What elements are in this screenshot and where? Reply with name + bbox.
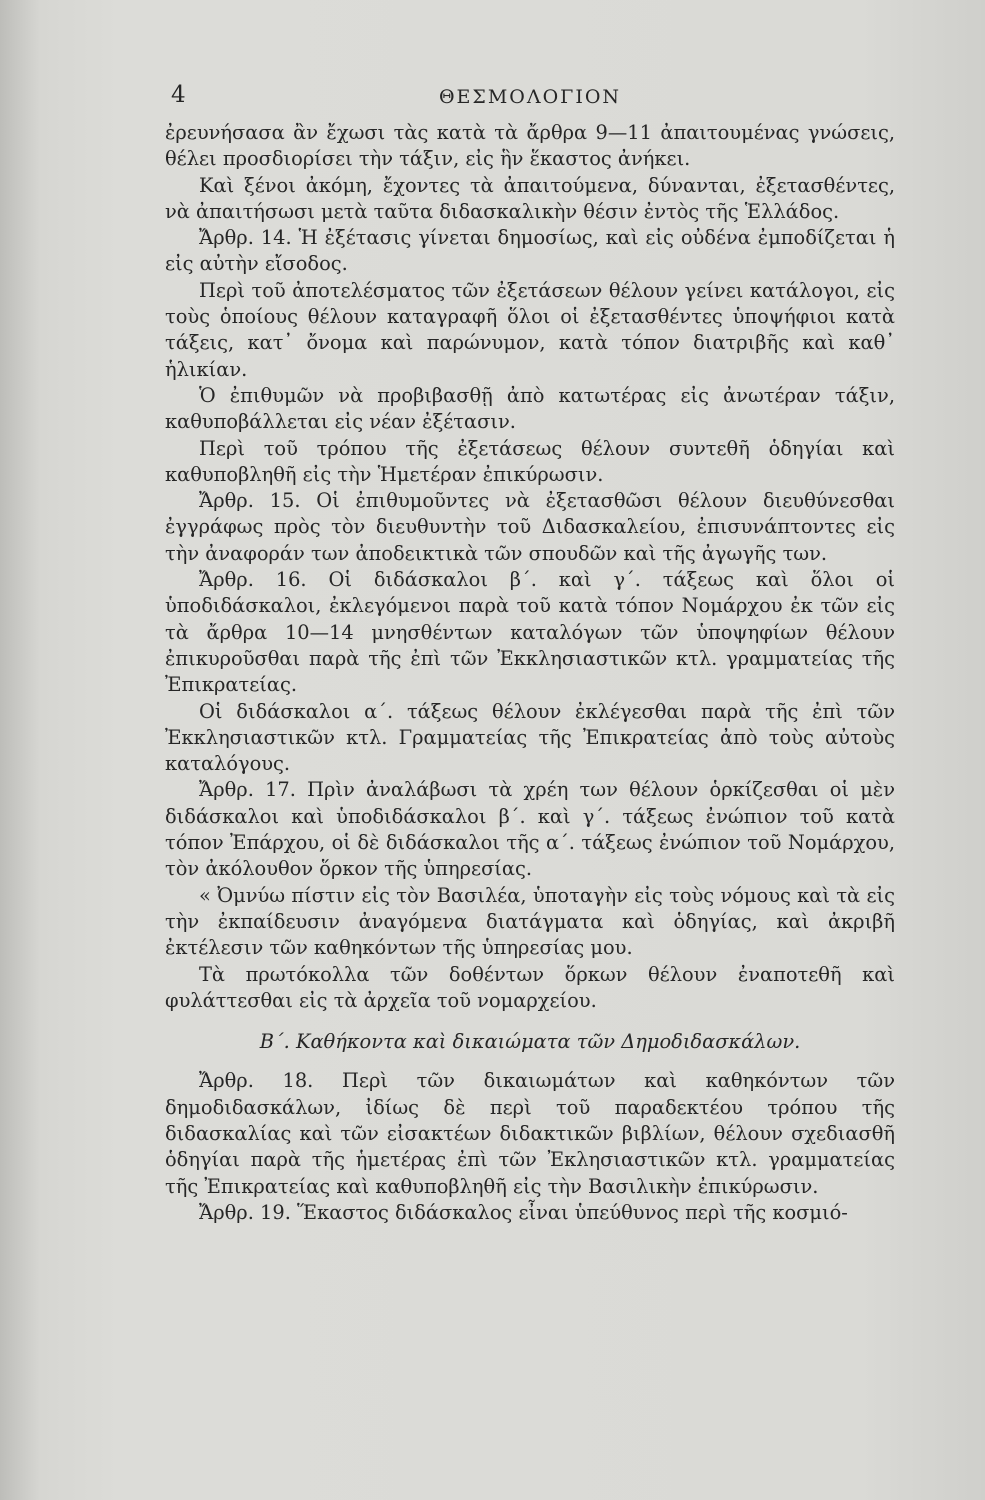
paragraph: Ὁ ἐπιθυμῶν νὰ προβιβασθῇ ἀπὸ κατωτέρας εἰς ἀνωτέραν τάξιν, καθυποβάλλεται εἰς νέαν ἐξέτασιν. <box>165 383 895 434</box>
paragraph: Περὶ τοῦ ἀποτελέσματος τῶν ἐξετάσεων θέλουν γείνει κατάλογοι, εἰς τοὺς ὁποίους θέλουν καταγραφῆ ὅλοι οἱ ἐξετασθέντες ὑποψήφιοι κατὰ τάξεις, κατ᾽ ὄνομα καὶ παρώνυμον, κατὰ τόπον διατριβῆς καὶ καθ᾽ ἡλικίαν. <box>165 278 895 381</box>
paragraph: Τὰ πρωτόκολλα τῶν δοθέντων ὅρκων θέλουν ἐναποτεθῆ καὶ φυλάττεσθαι εἰς τὰ ἀρχεῖα τοῦ νομαρχείου. <box>165 962 895 1012</box>
section-heading: Β΄. Καθήκοντα καὶ δικαιώματα τῶν Δημοδιδασκάλων. <box>259 1030 801 1054</box>
article-16: Ἄρθρ. 16. Οἱ διδάσκαλοι β΄. καὶ γ΄. τάξεως καὶ ὅλοι οἱ ὑποδιδάσκαλοι, ἐκλεγόμενοι παρὰ τοῦ κατὰ τόπον Νομάρχου ἐκ τῶν εἰς τὰ ἄρθρα 10—14 μνησθέντων καταλόγων τῶν ὑποψηφίων θέλουν ἐπικυροῦσθαι παρὰ τῆς ἐπὶ τῶν Ἐκκλησιαστικῶν κτλ. γραμματείας τῆς Ἐπικρατείας. <box>165 568 895 697</box>
running-title: ΘΕΣΜΟΛΟΓΙΟΝ <box>438 86 622 108</box>
article-15: Ἄρθρ. 15. Οἱ ἐπιθυμοῦντες νὰ ἐξετασθῶσι θέλουν διευθύνεσθαι ἐγγράφως πρὸς τὸν διευθυντὴν τοῦ Διδασκαλείου, ἐπισυνάπτοντες εἰς τὴν ἀναφοράν των ἀποδεικτικὰ τῶν σπουδῶν καὶ τῆς ἀγωγῆς των. <box>165 489 895 565</box>
page-number: 4 <box>171 82 186 108</box>
page-header <box>165 82 895 112</box>
paragraph: Περὶ τοῦ τρόπου τῆς ἐξετάσεως θέλουν συντεθῆ ὁδηγίαι καὶ καθυποβληθῆ εἰς τὴν Ἡμετέραν ἐπικύρωσιν. <box>165 436 895 486</box>
article-14: Ἄρθρ. 14. Ἡ ἐξέτασις γίνεται δημοσίως, καὶ εἰς οὐδένα ἐμποδίζεται ἡ εἰς αὐτὴν εἴσοδος. <box>165 226 895 276</box>
article-18: Ἄρθρ. 18. Περὶ τῶν δικαιωμάτων καὶ καθηκόντων τῶν δημοδιδασκάλων, ἰδίως δὲ περὶ τοῦ παραδεκτέου τρόπου τῆς διδασκαλίας καὶ τῶν εἰσακτέων διδακτικῶν βιβλίων, θέλουν σχεδιασθῆ ὁδηγίαι παρὰ τῆς ἡμετέρας ἐπὶ τῶν Ἐκλησιαστικῶν κτλ. γραμματείας τῆς Ἐπικρατείας καὶ καθυποβληθῆ εἰς τὴν Βασιλικὴν ἐπικύρωσιν. <box>165 1069 895 1198</box>
article-19: Ἄρθρ. 19. Ἕκαστος διδάσκαλος εἶναι ὑπεύθυνος περὶ τῆς κοσμιό- <box>199 1200 848 1224</box>
article-17: Ἄρθρ. 17. Πρὶν ἀναλάβωσι τὰ χρέη των θέλουν ὁρκίζεσθαι οἱ μὲν διδάσκαλοι καὶ ὑποδιδάσκαλοι β΄. καὶ γ΄. τάξεως ἐνώπιον τοῦ κατὰ τόπον Ἐπάρχου, οἱ δὲ διδάσκαλοι τῆς α΄. τάξεως ἐνώπιον τοῦ Νομάρχου, τὸν ἀκόλουθον ὅρκον τῆς ὑπηρεσίας. <box>165 778 895 881</box>
body-text <box>165 120 895 1226</box>
paragraph: ἐρευνήσασα ἂν ἔχωσι τὰς κατὰ τὰ ἄρθρα 9—11 ἀπαιτουμένας γνώσεις, θέλει προσδιορίσει τὴν τάξιν, εἰς ἣν ἕκαστος ἀνήκει. <box>165 121 895 171</box>
paragraph: Οἱ διδάσκαλοι α΄. τάξεως θέλουν ἐκλέγεσθαι παρὰ τῆς ἐπὶ τῶν Ἐκκλησιαστικῶν κτλ. Γραμματείας τῆς Ἐπικρατείας ἀπὸ τοὺς αὐτοὺς καταλόγους. <box>165 699 895 776</box>
paragraph: Καὶ ξένοι ἀκόμη, ἔχοντες τὰ ἀπαιτούμενα, δύνανται, ἐξετασθέντες, νὰ ἀπαιτήσωσι μετὰ ταῦτα διδασκαλικὴν θέσιν ἐντὸς τῆς Ἑλλάδος. <box>165 173 895 223</box>
oath-text: « Ὀμνύω πίστιν εἰς τὸν Βασιλέα, ὑποταγὴν εἰς τοὺς νόμους καὶ τὰ εἰς τὴν ἐκπαίδευσιν ἀναγόμενα διατάγματα καὶ ὁδηγίας, καὶ ἀκριβῆ ἐκτέλεσιν τῶν καθηκόντων τῆς ὑπηρεσίας μου. <box>165 883 895 960</box>
